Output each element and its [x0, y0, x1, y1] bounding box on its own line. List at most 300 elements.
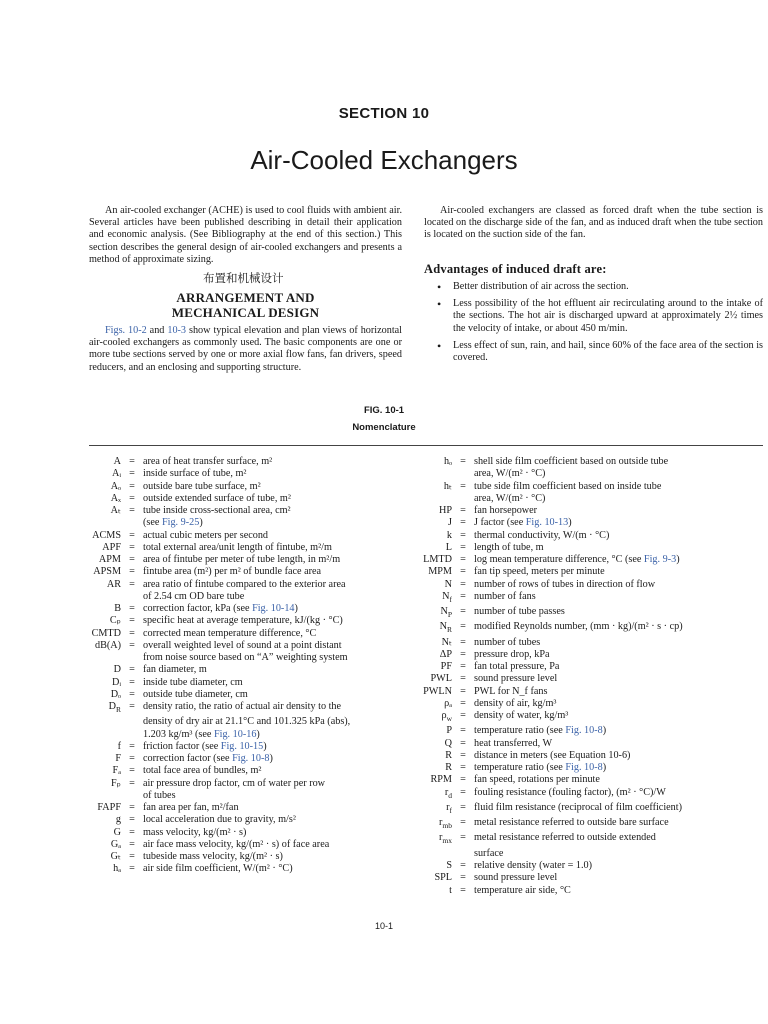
nomenclature-definition — [143, 863, 409, 875]
figure-link[interactable]: Fig. 10-15 — [220, 740, 264, 752]
nomenclature-entry — [420, 725, 763, 737]
nomenclature-entry — [89, 790, 409, 802]
nomenclature-equals: = — [129, 740, 135, 752]
nomenclature-entry — [420, 872, 763, 884]
nomenclature-definition — [474, 493, 763, 505]
definition-text: of 2.54 cm OD bare tube — [143, 590, 245, 602]
figure-link[interactable]: Fig. 10-14 — [252, 603, 295, 614]
nomenclature-symbol: PWLN — [423, 685, 452, 697]
nomenclature-equals: = — [460, 737, 466, 749]
nomenclature-entry — [420, 505, 763, 517]
nomenclature-equals: = — [460, 832, 466, 844]
definition-suffix: ) — [263, 740, 267, 752]
definition-text: fan total pressure, Pa — [474, 661, 560, 673]
definition-text: outside extended surface of tube, m² — [143, 492, 291, 504]
nomenclature-symbol: $N_P$ — [440, 606, 452, 620]
nomenclature-equals: = — [129, 566, 135, 578]
nomenclature-definition — [474, 505, 763, 517]
nomenclature-equals: = — [129, 765, 135, 777]
definition-text: number of fans — [474, 590, 536, 602]
nomenclature-symbol: hₒ — [443, 456, 452, 467]
nomenclature-equals: = — [460, 648, 466, 660]
nomenclature-equals: = — [129, 863, 135, 875]
nomenclature-equals: = — [460, 480, 466, 492]
figs-10-2-link[interactable]: Figs. 10-2 — [105, 325, 147, 336]
nomenclature-definition — [143, 493, 409, 505]
nomenclature-definition — [143, 615, 409, 627]
intro-paragraph: An air-cooled exchanger (ACHE) is used to cool fluids with ambient air. Several articles have been published describing in detail their application and economic analysis. (See Bibliography at the end of this section.) This section describes the general design of air-cooled exchangers and presents a method of approximate sizing. — [89, 205, 402, 265]
nomenclature-symbol: N — [444, 578, 452, 590]
nomenclature-symbol: Dₒ — [110, 688, 121, 700]
nomenclature-entry — [89, 677, 409, 689]
nomenclature-definition — [474, 456, 763, 468]
nomenclature-definition — [143, 839, 409, 851]
nomenclature-definition — [474, 554, 763, 566]
nomenclature-symbol: hₜ — [443, 480, 452, 492]
nomenclature-definition — [143, 652, 409, 664]
nomenclature-definition — [474, 787, 763, 802]
nomenclature-entry — [420, 738, 763, 750]
nomenclature-entry — [420, 710, 763, 725]
nomenclature-equals: = — [129, 480, 135, 492]
definition-text: outside tube diameter, cm — [143, 688, 248, 700]
definition-text: log mean temperature difference, °C (see — [474, 554, 644, 565]
nomenclature-symbol: B — [114, 603, 121, 614]
nomenclature-entry — [420, 579, 763, 591]
arrangement-heading-line1: ARRANGEMENT AND — [176, 290, 315, 305]
nomenclature-entry — [420, 762, 763, 774]
nomenclature-entry — [89, 652, 409, 664]
definition-text: of tubes — [143, 789, 176, 801]
page-number: 10-1 — [374, 921, 393, 931]
nomenclature-definition — [143, 505, 409, 517]
definition-text: specific heat at average temperature, kJ/(kg · °C) — [143, 615, 343, 627]
nomenclature-symbol: SPL — [434, 872, 452, 884]
nomenclature-equals: = — [460, 517, 466, 529]
nomenclature-definition — [143, 851, 409, 863]
nomenclature-equals: = — [129, 851, 135, 863]
nomenclature-entry — [89, 851, 409, 863]
nomenclature-equals: = — [460, 621, 466, 633]
definition-text: inside tube diameter, cm — [143, 676, 243, 688]
nomenclature-entry — [89, 664, 409, 676]
definition-text: sound pressure level — [474, 872, 558, 884]
nomenclature-definition — [474, 606, 763, 621]
nomenclature-entry — [420, 802, 763, 817]
nomenclature-symbol: $r_{mb}$ — [439, 817, 452, 831]
nomenclature-definition — [474, 885, 763, 897]
nomenclature-equals: = — [129, 456, 135, 467]
nomenclature-symbol: k — [446, 529, 452, 541]
nomenclature-definition — [474, 848, 763, 860]
nomenclature-definition — [143, 753, 409, 765]
definition-text: 1.203 kg/m³ (see — [143, 728, 214, 740]
nomenclature-equals: = — [460, 590, 466, 602]
nomenclature-symbol — [89, 591, 121, 603]
nomenclature-entry — [89, 505, 409, 517]
definition-text: (see — [143, 517, 162, 529]
definition-text: friction factor (see — [143, 740, 221, 752]
nomenclature-equals: = — [460, 541, 466, 553]
advantage-item: • Less possibility of the hot effluent air recirculating around to the intake of the sections. The hot air is discharged upward at approximately 2½ times the velocity of intake, or about 450 m/min. — [424, 298, 763, 335]
nomenclature-definition — [474, 566, 763, 578]
nomenclature-entry — [420, 517, 763, 529]
definition-text: length of tube, m — [474, 541, 544, 553]
definition-text: number of tubes — [474, 636, 541, 648]
arrangement-and: and — [146, 325, 168, 336]
nomenclature-equals — [121, 790, 143, 802]
nomenclature-entry — [89, 802, 409, 814]
nomenclature-symbol: t — [449, 884, 452, 896]
nomenclature-definition — [143, 814, 409, 826]
nomenclature-entry — [89, 542, 409, 554]
nomenclature-entry — [420, 566, 763, 578]
nomenclature-definition — [143, 765, 409, 777]
nomenclature-definition — [143, 790, 409, 802]
nomenclature-equals — [452, 468, 474, 480]
nomenclature-equals: = — [129, 753, 135, 765]
nomenclature-equals: = — [460, 673, 466, 685]
nomenclature-definition — [474, 591, 763, 606]
nomenclature-entry — [89, 741, 409, 753]
nomenclature-definition — [143, 640, 409, 652]
definition-text: air face mass velocity, kg/(m² · s) of face area — [143, 838, 330, 850]
nomenclature-symbol: G — [113, 826, 121, 838]
nomenclature-symbol: Fₐ — [112, 765, 121, 777]
nomenclature-equals: = — [460, 636, 466, 648]
definition-text: sound pressure level — [474, 673, 558, 685]
nomenclature-entry — [420, 860, 763, 872]
nomenclature-entry — [89, 566, 409, 578]
definition-text: fan speed, rotations per minute — [474, 774, 600, 786]
nomenclature-equals: = — [129, 603, 135, 614]
definition-text: fan diameter, m — [143, 664, 207, 676]
nomenclature-symbol: $r_d$ — [444, 786, 452, 800]
definition-text: density ratio, the ratio of actual air density to the — [143, 701, 342, 712]
nomenclature-symbol: ACMS — [92, 529, 121, 541]
nomenclature-entry — [89, 517, 409, 529]
nomenclature-equals: = — [129, 627, 135, 639]
definition-text: fan tip speed, meters per minute — [474, 566, 605, 578]
nomenclature-entry — [420, 885, 763, 897]
nomenclature-entry — [420, 493, 763, 505]
arrangement-paragraph — [89, 325, 402, 374]
definition-text: relative density (water = 1.0) — [474, 860, 593, 871]
definition-text: from noise source based on “A” weighting system — [143, 652, 348, 663]
definition-text: area, W/(m² · °C) — [474, 492, 546, 504]
definition-text: area of fintube per meter of tube length, in m²/m — [143, 554, 341, 565]
definition-text: number of tube passes — [474, 606, 565, 618]
definition-text: air side film coefficient, W/(m² · °C) — [143, 863, 293, 875]
fig-10-3-link[interactable]: 10-3 — [167, 325, 187, 336]
nomenclature-symbol — [420, 493, 452, 505]
definition-text: area of heat transfer surface, m² — [143, 456, 273, 467]
nomenclature-definition — [474, 802, 763, 817]
definition-text: temperature ratio (see — [474, 725, 566, 737]
definition-text: density of air, kg/m³ — [474, 697, 557, 709]
nomenclature-equals: = — [460, 762, 466, 774]
nomenclature-definition — [474, 832, 763, 847]
nomenclature-entry — [420, 817, 763, 832]
nomenclature-definition — [474, 468, 763, 480]
nomenclature-definition — [143, 591, 409, 603]
nomenclature-definition — [474, 661, 763, 673]
nomenclature-symbol: g — [115, 814, 121, 826]
definition-text: distance in meters (see Equation 10-6) — [474, 749, 631, 761]
nomenclature-symbol: Dᵢ — [111, 676, 121, 688]
nomenclature-symbol — [420, 848, 452, 860]
nomenclature-definition — [143, 729, 409, 741]
nomenclature-symbol — [89, 517, 121, 529]
nomenclature-equals: = — [460, 661, 466, 673]
definition-text: thermal conductivity, W/(m · °C) — [474, 529, 610, 541]
definition-text: metal resistance referred to outside extended — [474, 832, 656, 844]
nomenclature-equals: = — [460, 505, 466, 516]
nomenclature-definition — [474, 725, 763, 737]
nomenclature-equals: = — [129, 688, 135, 700]
nomenclature-symbol: Q — [444, 737, 452, 749]
nomenclature-equals: = — [460, 786, 466, 798]
nomenclature-symbol: $r_f$ — [446, 801, 452, 815]
definition-text: area ratio of fintube compared to the exterior area — [143, 578, 346, 590]
nomenclature-definition — [474, 621, 763, 636]
definition-text: density of water, kg/m³ — [474, 710, 569, 722]
nomenclature-equals: = — [129, 541, 135, 553]
nomenclature-equals — [121, 652, 143, 664]
nomenclature-symbol: $N_R$ — [439, 621, 452, 635]
nomenclature-definition — [143, 664, 409, 676]
nomenclature-symbol: $D_R$ — [108, 701, 121, 715]
nomenclature-entry — [420, 673, 763, 685]
nomenclature-equals: = — [129, 676, 135, 688]
nomenclature-definition — [474, 542, 763, 554]
nomenclature-equals: = — [460, 884, 466, 896]
definition-text: fintube area (m²) per m² of bundle face area — [143, 566, 322, 578]
nomenclature-entry — [89, 456, 409, 468]
nomenclature-symbol: Aᵢ — [111, 468, 121, 480]
definition-text: correction factor, kPa (see — [143, 603, 253, 614]
nomenclature-equals: = — [129, 701, 135, 712]
nomenclature-symbol: Cₚ — [109, 615, 121, 627]
nomenclature-definition — [474, 579, 763, 591]
nomenclature-definition — [143, 566, 409, 578]
nomenclature-symbol: $N_f$ — [442, 590, 452, 604]
nomenclature-entry — [89, 814, 409, 826]
nomenclature-symbol: APM — [98, 554, 121, 565]
nomenclature-symbol: S — [446, 860, 452, 871]
nomenclature-definition — [474, 481, 763, 493]
arrangement-heading-line2: MECHANICAL DESIGN — [171, 305, 320, 320]
nomenclature-definition — [143, 689, 409, 701]
arrangement-heading — [89, 290, 402, 320]
nomenclature-entry — [89, 579, 409, 591]
nomenclature-equals: = — [460, 456, 466, 467]
nomenclature-symbol — [420, 468, 452, 480]
nomenclature-equals: = — [129, 777, 135, 789]
nomenclature-symbol: F — [115, 753, 121, 765]
nomenclature-definition — [143, 628, 409, 640]
draft-classes-paragraph: Air-cooled exchangers are classed as forced draft when the tube section is located on the discharge side of the fan, and as induced draft when the tube section is located on the suction side of the fan. — [424, 205, 763, 241]
figure-link[interactable]: Fig. 10-8 — [565, 762, 603, 774]
definition-text: total face area of bundles, m² — [143, 765, 262, 777]
nomenclature-definition — [474, 637, 763, 649]
nomenclature-entry — [420, 542, 763, 554]
nomenclature-equals: = — [460, 697, 466, 709]
nomenclature-equals — [121, 716, 143, 728]
nomenclature-definition — [143, 701, 409, 716]
nomenclature-equals: = — [129, 664, 135, 676]
definition-text: metal resistance referred to outside bare surface — [474, 817, 669, 829]
nomenclature-symbol: ΔP — [439, 648, 452, 660]
advantages-list — [424, 281, 763, 369]
nomenclature-equals — [452, 848, 474, 860]
definition-text: fluid film resistance (reciprocal of film coefficient) — [474, 801, 682, 813]
nomenclature-definition — [474, 738, 763, 750]
nomenclature-equals: = — [460, 860, 466, 871]
nomenclature-equals: = — [129, 505, 135, 516]
definition-text: heat transferred, W — [474, 737, 553, 749]
figure-link[interactable]: Fig. 10-8 — [232, 753, 270, 765]
nomenclature-definition — [143, 579, 409, 591]
nomenclature-symbol: Nₜ — [441, 636, 452, 648]
nomenclature-symbol: Aₓ — [110, 492, 121, 504]
nomenclature-definition — [143, 456, 409, 468]
nomenclature-symbol: P — [446, 725, 452, 737]
definition-suffix: ) — [602, 725, 607, 737]
definition-text: area, W/(m² · °C) — [474, 468, 546, 480]
nomenclature-entry — [89, 839, 409, 851]
definition-text: J factor (see — [474, 517, 526, 529]
nomenclature-entry — [420, 637, 763, 649]
nomenclature-equals: = — [129, 578, 135, 590]
nomenclature-entry — [420, 698, 763, 710]
nomenclature-definition — [474, 673, 763, 685]
nomenclature-equals — [452, 493, 474, 505]
nomenclature-equals: = — [460, 566, 466, 578]
nomenclature-entry — [89, 753, 409, 765]
nomenclature-symbol: dB(A) — [94, 639, 121, 651]
nomenclature-entry — [420, 750, 763, 762]
figure-link[interactable]: Fig. 10-8 — [565, 725, 603, 737]
nomenclature-equals: = — [460, 529, 466, 541]
arrangement-text: show typical elevation and plan views of horizontal air-cooled exchangers as commonly used. The basic components are one or more tube sections served by one or more axial flow fans, fan drivers, speed reducers, and an enclosing and supporting structure. — [89, 325, 402, 373]
definition-suffix: ) — [256, 728, 260, 740]
figure-link[interactable]: Fig. 10-13 — [525, 517, 569, 529]
nomenclature-entry — [420, 774, 763, 786]
nomenclature-symbol: FAPF — [97, 802, 121, 814]
nomenclature-symbol: $r_{mx}$ — [439, 832, 452, 846]
nomenclature-equals — [121, 729, 143, 741]
page-title: Air-Cooled Exchangers — [250, 145, 518, 175]
nomenclature-definition — [474, 762, 763, 774]
nomenclature-entry — [89, 778, 409, 790]
nomenclature-equals — [121, 517, 143, 529]
nomenclature-symbol — [89, 729, 121, 741]
nomenclature-definition — [474, 872, 763, 884]
nomenclature-entry — [89, 716, 409, 728]
figure-link[interactable]: Fig. 9-3 — [643, 554, 677, 565]
nomenclature-symbol: D — [113, 664, 121, 676]
nomenclature-symbol: $\rho_w$ — [441, 710, 452, 724]
nomenclature-equals: = — [460, 872, 466, 884]
definition-suffix: ) — [294, 603, 298, 614]
nomenclature-entry — [420, 848, 763, 860]
definition-text: tube side film coefficient based on inside tube — [474, 480, 662, 492]
nomenclature-definition — [143, 716, 409, 728]
advantage-item: • Better distribution of air across the section. — [424, 281, 763, 293]
definition-text: tube inside cross-sectional area, cm² — [143, 505, 291, 516]
definition-text: actual cubic meters per second — [143, 529, 269, 541]
nomenclature-entry — [89, 863, 409, 875]
chinese-annotation: 布置和机械设计 — [203, 271, 284, 285]
nomenclature-entry — [420, 456, 763, 468]
definition-suffix: ) — [602, 762, 607, 774]
nomenclature-symbol — [89, 652, 121, 664]
nomenclature-definition — [143, 778, 409, 790]
nomenclature-definition — [474, 750, 763, 762]
nomenclature-equals: = — [460, 774, 466, 786]
nomenclature-definition — [474, 530, 763, 542]
nomenclature-entry — [89, 591, 409, 603]
nomenclature-symbol — [89, 716, 121, 728]
definition-text: outside bare tube surface, m² — [143, 480, 261, 492]
nomenclature-definition — [474, 774, 763, 786]
nomenclature-definition — [143, 517, 409, 529]
nomenclature-entry — [89, 689, 409, 701]
definition-text: corrected mean temperature difference, °C — [143, 627, 317, 639]
nomenclature-left-column — [89, 456, 409, 876]
nomenclature-equals: = — [460, 606, 466, 618]
nomenclature-equals: = — [460, 578, 466, 590]
nomenclature-equals: = — [129, 802, 135, 814]
definition-text: inside surface of tube, m² — [143, 468, 247, 480]
definition-text: temperature air side, °C — [474, 884, 571, 896]
nomenclature-entry — [420, 468, 763, 480]
definition-text: PWL for N_f fans — [474, 685, 548, 697]
nomenclature-symbol: APF — [102, 541, 121, 553]
nomenclature-symbol: Aₒ — [110, 480, 121, 492]
definition-text: shell side film coefficient based on outside tube — [474, 456, 669, 467]
nomenclature-entry — [89, 530, 409, 542]
figure-caption: Nomenclature — [352, 422, 416, 433]
nomenclature-entry — [420, 591, 763, 606]
advantage-item: • Less effect of sun, rain, and hail, since 60% of the face area of the section is covered. — [424, 340, 763, 364]
figure-link[interactable]: Fig. 10-16 — [213, 728, 257, 740]
nomenclature-entry — [89, 729, 409, 741]
nomenclature-definition — [143, 481, 409, 493]
nomenclature-right-column — [420, 456, 763, 897]
nomenclature-equals: = — [129, 838, 135, 850]
nomenclature-entry — [89, 628, 409, 640]
nomenclature-entry — [420, 606, 763, 621]
nomenclature-symbol: PWL — [430, 673, 452, 685]
nomenclature-symbol: J — [448, 517, 452, 529]
definition-text: fan area per fan, m²/fan — [143, 802, 239, 814]
figure-link[interactable]: Fig. 9-25 — [161, 517, 200, 529]
definition-text: fan horsepower — [474, 505, 538, 516]
nomenclature-symbol: R — [445, 762, 452, 774]
nomenclature-equals: = — [129, 529, 135, 541]
nomenclature-definition — [143, 677, 409, 689]
nomenclature-definition — [143, 802, 409, 814]
nomenclature-equals: = — [129, 826, 135, 838]
definition-suffix: ) — [676, 554, 680, 565]
nomenclature-symbol: Aₜ — [110, 505, 121, 516]
nomenclature-symbol: Gₐ — [110, 838, 121, 850]
nomenclature-entry — [89, 640, 409, 652]
nomenclature-entry — [89, 493, 409, 505]
nomenclature-equals: = — [129, 814, 135, 826]
